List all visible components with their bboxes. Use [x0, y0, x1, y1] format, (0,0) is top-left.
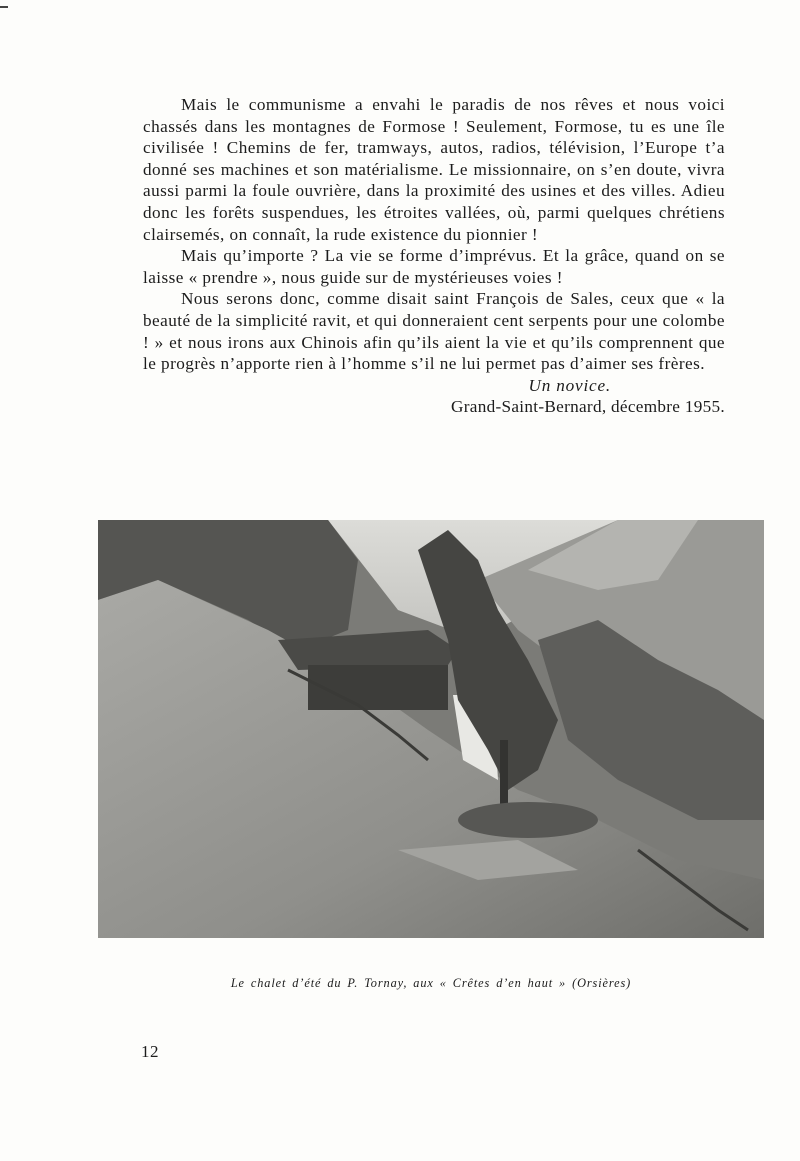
tree-shadow: [458, 802, 598, 838]
scan-mark: [0, 6, 8, 8]
chalet-wall: [308, 665, 448, 710]
chalet-photograph: [98, 520, 764, 938]
signature-author: Un novice.: [528, 375, 611, 395]
signature-block: [143, 375, 725, 418]
signature-place-date: Grand-Saint-Bernard, décembre 1955.: [451, 397, 725, 417]
photo-caption: Le chalet d’été du P. Tornay, aux « Crêtes d’en haut » (Orsières): [230, 976, 632, 990]
tree-trunk: [500, 740, 508, 810]
photo-illustration: [98, 520, 764, 938]
paragraph-2: Mais qu’importe ? La vie se forme d’imprévus. Et la grâce, quand on se laisse « prendre », nous guide sur de mystérieuses voies !: [143, 246, 725, 287]
paragraph-1: Mais le communisme a envahi le paradis de nos rêves et nous voici chassés dans les montagnes de Formose ! Seulement, Formose, tu es une île civilisée ! Chemins de fer, tramways, autos, radios, télévision, l’Europe t’a donné ses machines et son matérialisme. Le missionnaire, on s’en doute, vivra aussi parmi la foule ouvrière, dans la proximité des usines et des villes. Adieu donc les forêts suspendues, les étroites vallées, où, parmi quelques chrétiens clairsemés, on connaît, la rude existence du pionnier !: [143, 95, 725, 244]
body-text: [143, 94, 725, 418]
paragraph-3: Nous serons donc, comme disait saint François de Sales, ceux que « la beauté de la simplicité ravit, et qui donneraient cent serpents pour une colombe ! » et nous irons aux Chinois afin qu’ils aient la vie et qu’ils comprennent que le progrès n’apporte rien à l’homme s’il ne lui permet pas d’aimer ses frères.: [143, 289, 725, 374]
page-number: 12: [141, 1042, 159, 1061]
